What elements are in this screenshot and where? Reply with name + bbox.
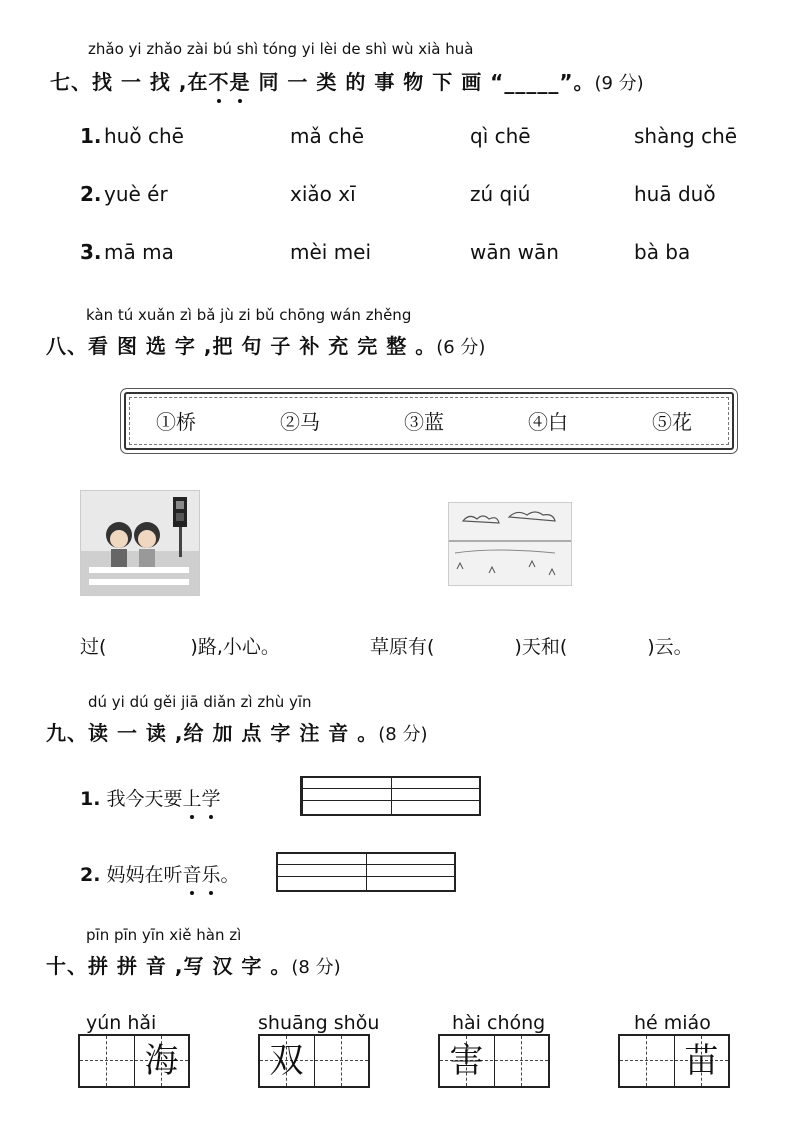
section9-pinyin: dú yi dú gěi jiā diǎn zì zhù yīn: [88, 693, 312, 711]
pinyin-word: huā duǒ: [634, 182, 716, 206]
word-3-tianzige[interactable]: [438, 1034, 550, 1088]
pinyin-word: xiǎo xī: [290, 182, 356, 206]
section10-title: [46, 950, 341, 979]
question-2: [80, 860, 240, 887]
question-2-pre: 妈妈在听: [106, 864, 183, 886]
word-3-char-1: 害: [449, 1041, 484, 1081]
word-2-pinyin: shuāng shǒu: [258, 1012, 380, 1034]
choice-3: ③蓝: [404, 410, 444, 434]
question-1-number: 1.: [80, 788, 101, 810]
pinyin-word: huǒ chē: [104, 124, 184, 148]
word-1-char-2: 海: [144, 1041, 179, 1081]
word-4-char-2: 苗: [684, 1041, 719, 1081]
section10-title-text: 十、拼 拼 音 ,写 汉 字 。: [46, 954, 292, 978]
pinyin-word: bà ba: [634, 240, 691, 264]
section8-title: [46, 330, 485, 359]
question-1-pre: 我今天要: [106, 788, 183, 810]
sentence-1-post: )路,小心。: [190, 636, 280, 658]
question-2-dot-char-2: 乐: [202, 860, 221, 887]
choice-5: ⑤花: [652, 410, 692, 434]
row-number: 3.: [80, 240, 102, 264]
section10-score: (8 分): [291, 957, 341, 978]
word-2-char-1: 双: [269, 1041, 304, 1081]
sentence-2-pre: 草原有(: [370, 636, 435, 658]
section7-title-dot1: 不: [209, 66, 230, 95]
question-1-dot-char-1: 上: [183, 784, 202, 811]
section7-score: (9 分): [594, 73, 644, 94]
choice-4: ④白: [528, 410, 568, 434]
pinyin-word: mā ma: [104, 240, 174, 264]
section7-pinyin: zhǎo yi zhǎo zài bú shì tóng yi lèi de shì wù xià huà: [88, 40, 474, 58]
question-1: [80, 784, 221, 811]
section8-title-text: 八、看 图 选 字 ,把 句 子 补 充 完 整 。: [46, 334, 437, 358]
sentence-1-pre: 过(: [80, 636, 107, 658]
word-1-pinyin: yún hǎi: [86, 1012, 157, 1034]
question-2-number: 2.: [80, 864, 101, 886]
crosswalk-picture: [80, 490, 200, 596]
section9-score: (8 分): [378, 724, 428, 745]
choice-1: ①桥: [156, 410, 196, 434]
section7-title-post: 同 一 类 的 事 物 下 画 “: [250, 70, 505, 94]
pinyin-word: qì chē: [470, 124, 531, 148]
pinyin-word: yuè ér: [104, 182, 168, 206]
word-4-tianzige[interactable]: [618, 1034, 730, 1088]
section7-title-blank: _____: [504, 70, 560, 94]
pinyin-grid-2[interactable]: [276, 852, 456, 892]
word-1-tianzige[interactable]: [78, 1034, 190, 1088]
section10-pinyin: pīn pīn yīn xiě hàn zì: [86, 926, 242, 944]
word-2-tianzige[interactable]: [258, 1034, 370, 1088]
section9-title: [46, 717, 427, 746]
sentence-2: [370, 632, 693, 659]
section9-title-text: 九、读 一 读 ,给 加 点 字 注 音 。: [46, 721, 379, 745]
pinyin-grid-1[interactable]: [300, 776, 481, 816]
sentence-2-mid: )天和(: [514, 636, 568, 658]
section7-title-pre: 七、找 一 找 ,在: [50, 70, 209, 94]
pinyin-word: zú qiú: [470, 182, 531, 206]
section7-title-dot2: 是: [230, 66, 251, 95]
section8-pinyin: kàn tú xuǎn zì bǎ jù zi bǔ chōng wán zhěng: [86, 306, 412, 324]
question-2-post: 。: [220, 864, 240, 886]
choice-2: ②马: [280, 410, 320, 434]
pinyin-word: mǎ chē: [290, 124, 365, 148]
word-3-pinyin: hài chóng: [452, 1012, 546, 1034]
sentence-2-post: )云。: [647, 636, 693, 658]
pinyin-word: shàng chē: [634, 124, 738, 148]
section7-title-end: ”。: [559, 70, 595, 94]
word-4-pinyin: hé miáo: [634, 1012, 711, 1034]
row-number: 2.: [80, 182, 102, 206]
question-1-dot-char-2: 学: [202, 784, 221, 811]
pinyin-word: wān wān: [470, 240, 559, 264]
question-2-dot-char-1: 音: [183, 860, 202, 887]
word-choice-box: [124, 392, 734, 450]
sentence-1: [80, 632, 280, 659]
row-number: 1.: [80, 124, 102, 148]
section8-score: (6 分): [436, 337, 486, 358]
section7-title: [50, 66, 644, 95]
grassland-picture: [448, 502, 572, 586]
pinyin-word: mèi mei: [290, 240, 372, 264]
